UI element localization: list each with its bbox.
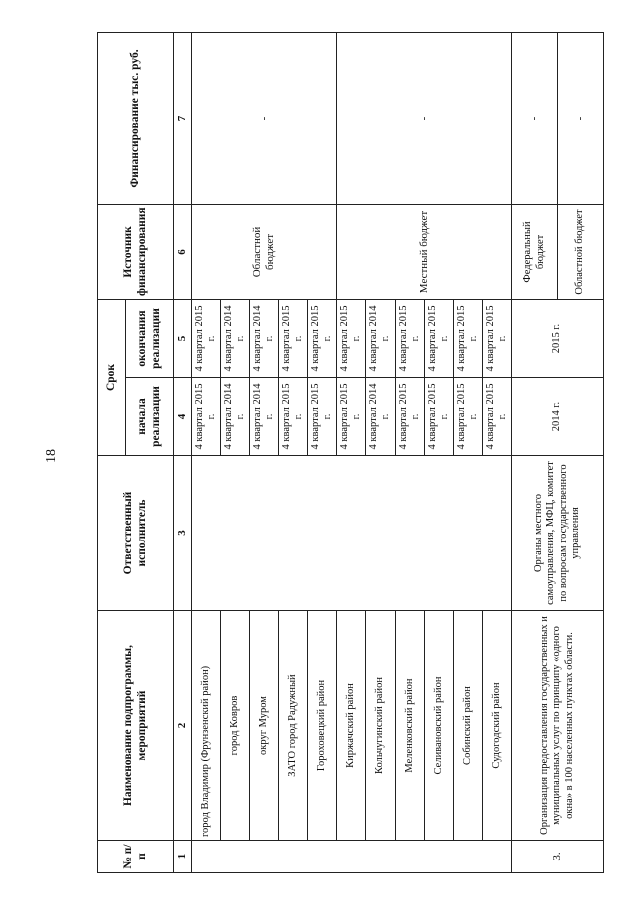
col-number: 1 (174, 841, 192, 873)
district-name: округ Муром (249, 611, 278, 841)
district-name: ЗАТО город Радужный (279, 611, 308, 841)
finance-dash: - (337, 32, 512, 204)
item3-source-regional: Областной бюджет (558, 204, 604, 299)
start-cell: 4 квартал 2015 г. (337, 378, 366, 456)
end-cell: 4 квартал 2015 г. (424, 299, 453, 377)
col-number: 2 (174, 611, 192, 841)
header-finance: Финансирование тыс. руб. (98, 32, 174, 204)
end-cell: 4 квартал 2015 г. (482, 299, 511, 377)
item3-name: Организация предоставления государственных и муниципальных услуг по принципу «одного окна» в 100 населенных пунктах области. (512, 611, 604, 841)
start-cell: 4 квартал 2014 г. (249, 378, 278, 456)
district-name: Собинский район (453, 611, 482, 841)
col-number: 6 (174, 204, 192, 299)
district-name: Кольчугинский район (366, 611, 395, 841)
end-cell: 4 квартал 2014 г. (366, 299, 395, 377)
header-start: начала реализации (126, 378, 174, 456)
end-cell: 4 квартал 2015 г. (191, 299, 220, 377)
finance-dash: - (558, 32, 604, 204)
start-cell: 4 квартал 2015 г. (424, 378, 453, 456)
end-cell: 4 квартал 2015 г. (337, 299, 366, 377)
program-table (97, 32, 604, 873)
page-number: 18 (44, 449, 59, 463)
table-row (191, 32, 220, 872)
header-executor: Ответственный исполнитель (98, 456, 174, 611)
start-cell: 4 квартал 2015 г. (395, 378, 424, 456)
header-term: Срок (98, 299, 126, 455)
col-number: 7 (174, 32, 192, 204)
source-regional: Областной бюджет (191, 204, 337, 299)
district-name: город Ковров (220, 611, 249, 841)
item3-no: 3. (512, 841, 604, 873)
start-cell: 4 квартал 2014 г. (220, 378, 249, 456)
district-name: Селивановский район (424, 611, 453, 841)
item3-end: 2015 г. (512, 299, 604, 377)
column-numbers-row (174, 32, 192, 872)
start-cell: 4 квартал 2015 г. (191, 378, 220, 456)
end-cell: 4 квартал 2014 г. (220, 299, 249, 377)
district-name: Киржачский район (337, 611, 366, 841)
finance-dash: - (191, 32, 337, 204)
district-name: Меленковский район (395, 611, 424, 841)
end-cell: 4 квартал 2015 г. (279, 299, 308, 377)
end-cell: 4 квартал 2015 г. (308, 299, 337, 377)
table-row (512, 32, 558, 872)
col-number: 5 (174, 299, 192, 377)
col-number: 4 (174, 378, 192, 456)
header-name: Наименование подпрограммы, мероприятий (98, 611, 174, 841)
end-cell: 4 квартал 2015 г. (453, 299, 482, 377)
rotated-table-area (97, 33, 587, 873)
start-cell: 4 квартал 2015 г. (308, 378, 337, 456)
start-cell: 4 квартал 2015 г. (279, 378, 308, 456)
executor-blank (191, 456, 511, 611)
header-no: № п/п (98, 841, 174, 873)
row-no-blank (191, 841, 511, 873)
col-number: 3 (174, 456, 192, 611)
start-cell: 4 квартал 2015 г. (453, 378, 482, 456)
start-cell: 4 квартал 2014 г. (366, 378, 395, 456)
district-name: Гороховецкий район (308, 611, 337, 841)
source-local: Местный бюджет (337, 204, 512, 299)
district-name: город Владимир (Фрунзенский район) (191, 611, 220, 841)
header-source: Источник финансирования (98, 204, 174, 299)
finance-dash: - (512, 32, 558, 204)
header-end: окончания реализации (126, 299, 174, 377)
district-name: Судогодский район (482, 611, 511, 841)
item3-source-federal: Федеральный бюджет (512, 204, 558, 299)
table-row (337, 32, 366, 872)
item3-executor: Органы местного самоуправления, МФЦ, комитет по вопросам государственного управления (512, 456, 604, 611)
end-cell: 4 квартал 2015 г. (395, 299, 424, 377)
start-cell: 4 квартал 2015 г. (482, 378, 511, 456)
item3-start: 2014 г. (512, 378, 604, 456)
end-cell: 4 квартал 2014 г. (249, 299, 278, 377)
